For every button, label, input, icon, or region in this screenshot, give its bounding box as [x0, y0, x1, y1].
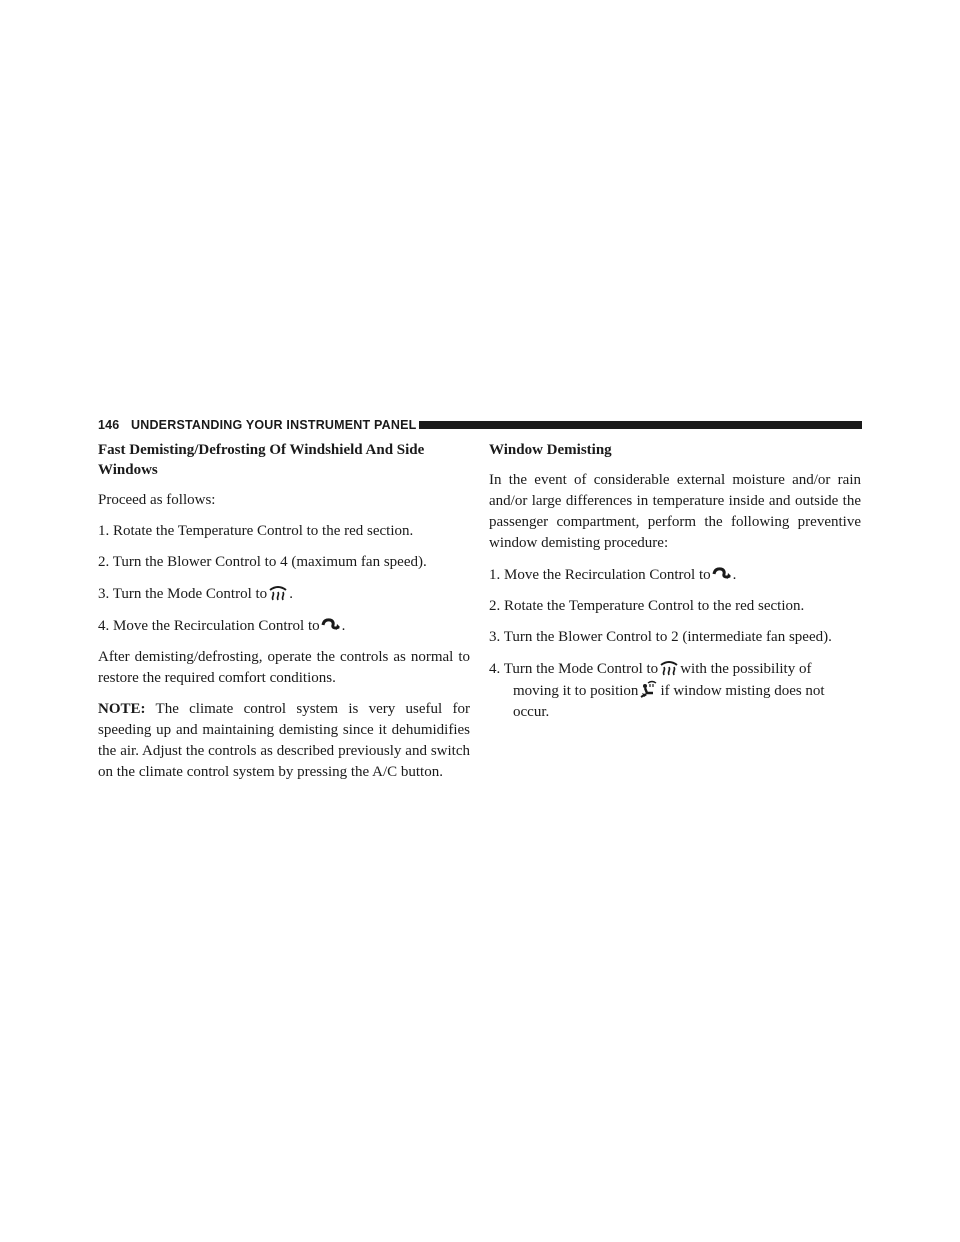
- window-step-4-end: if window misting does not occur.: [513, 683, 825, 720]
- note-label: NOTE:: [98, 701, 146, 717]
- step-2: 2. Turn the Blower Control to 4 (maximum fan speed).: [98, 554, 427, 570]
- note-text: The climate control system is very useful for speeding up and maintaining demisting since it dehumidifies the air. Adjust the controls as described previously and switch on the climate control system by pressing the A/C button.: [98, 701, 470, 780]
- window-step-4-middle: with the possibility of moving it to position: [513, 661, 812, 699]
- recirculation-icon: [321, 615, 341, 633]
- windshield-defrost-icon: [268, 583, 288, 601]
- right-column: [489, 440, 861, 733]
- step-4-text: 4. Move the Recirculation Control to: [98, 618, 320, 634]
- intro-text: Proceed as follows:: [98, 492, 216, 508]
- window-step-1-end: .: [732, 567, 737, 583]
- after-demisting-text: After demisting/defrosting, operate the controls as normal to restore the required comfort conditions.: [98, 649, 470, 686]
- window-step-2: 2. Rotate the Temperature Control to the red section.: [489, 598, 805, 614]
- recirculation-icon: [712, 564, 732, 582]
- step-4-end: .: [341, 618, 346, 634]
- window-step-1-text: 1. Move the Recirculation Control to: [489, 567, 711, 583]
- header-rule: [419, 421, 862, 429]
- step-4: [98, 615, 470, 637]
- note-paragraph: [98, 699, 470, 783]
- fast-demisting-heading: Fast Demisting/Defrosting Of Windshield And Side Windows: [98, 442, 425, 478]
- window-step-3: 3. Turn the Blower Control to 2 (intermediate fan speed).: [489, 629, 832, 645]
- step-3-end: .: [289, 586, 293, 602]
- step-3: [98, 583, 470, 605]
- page-number: 146: [98, 418, 120, 432]
- window-intro-text: In the event of considerable external moisture and/or rain and/or large differences in temperature inside and outside the passenger compartment, perform the following preventive window demisting procedure:: [489, 472, 861, 551]
- window-step-4: [489, 658, 861, 723]
- section-title: UNDERSTANDING YOUR INSTRUMENT PANEL: [131, 418, 417, 432]
- floor-defrost-icon: [639, 680, 659, 698]
- step-1: 1. Rotate the Temperature Control to the red section.: [98, 523, 414, 539]
- window-demisting-heading: Window Demisting: [489, 442, 612, 458]
- page-header: [98, 416, 862, 436]
- step-3-text: 3. Turn the Mode Control to: [98, 586, 268, 602]
- windshield-defrost-icon: [659, 658, 679, 676]
- window-step-4-text: 4. Turn the Mode Control to: [489, 661, 659, 677]
- left-column: [98, 440, 470, 793]
- window-step-1: [489, 564, 861, 586]
